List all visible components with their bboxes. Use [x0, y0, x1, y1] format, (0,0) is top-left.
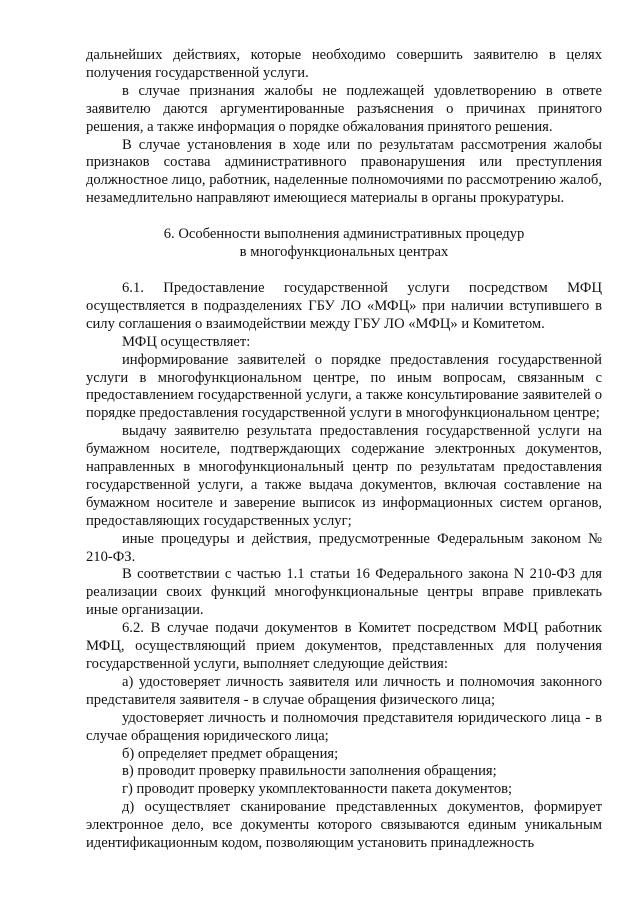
section-5-continuation	[86, 47, 602, 208]
paragraph: в) проводит проверку правильности заполнения обращения;	[122, 763, 497, 780]
spacer	[86, 262, 602, 280]
section-heading-line-1: 6. Особенности выполнения административных процедур	[163, 226, 525, 243]
paragraph: В соответствии с частью 1.1 статьи 16 Федерального закона N 210-ФЗ для реализации своих функций многофункциональные центры вправе привлекать иные организации.	[86, 566, 602, 619]
paragraph: дальнейших действиях, которые необходимо совершить заявителю в целях получения государственной услуги.	[86, 47, 602, 81]
paragraph: г) проводит проверку укомплектованности пакета документов;	[122, 781, 513, 798]
paragraph: д) осуществляет сканирование представленных документов, формирует электронное дело, все документы которого связываются единым уникальным идентификационным кодом, позволяющим установить принадлежность	[86, 799, 602, 852]
paragraph: а) удостоверяет личность заявителя или личность и полномочия законного представителя заявителя - в случае обращения физического лица;	[86, 673, 602, 708]
paragraph: МФЦ осуществляет:	[122, 333, 251, 350]
paragraph: 6.1. Предоставление государственной услуги посредством МФЦ осуществляется в подразделениях ГБУ ЛО «МФЦ» при наличии вступившего в силу соглашения о взаимодействии между ГБУ ЛО «МФЦ» и Комитетом.	[86, 279, 602, 332]
paragraph: б) определяет предмет обращения;	[122, 745, 339, 762]
section-6-body	[86, 280, 602, 853]
paragraph: информирование заявителей о порядке предоставления государственной услуги в многофункциональном центре, по иным вопросам, связанным с предоставлением государственной услуги, а также консультирование заявителей о порядке предоставления государственной услуги в многофункциональном центре;	[86, 351, 602, 422]
paragraph: 6.2. В случае подачи документов в Комитет посредством МФЦ работник МФЦ, осуществляющий прием документов, представленных для получения государственной услуги, выполняет следующие действия:	[86, 620, 602, 672]
spacer	[86, 208, 602, 226]
paragraph: удостоверяет личность и полномочия представителя юридического лица - в случае обращения юридического лица;	[86, 709, 602, 744]
paragraph: в случае признания жалобы не подлежащей удовлетворению в ответе заявителю даются аргументированные разъяснения о причинах принятого решения, а также информация о порядке обжалования принятого решения.	[86, 82, 602, 135]
paragraph: выдачу заявителю результата предоставления государственной услуги на бумажном носителе, подтверждающих содержание электронных документов, направленных в многофункциональный центр по результатам предоставления государственной услуги, а также выдача документов, включая составление на бумажном носителе и заверение выписок из информационных систем органов, предоставляющих государственных услуг;	[86, 423, 602, 529]
document-body	[86, 47, 602, 853]
section-heading-line-2: в многофункциональных центрах	[239, 244, 449, 261]
paragraph: В случае установления в ходе или по результатам рассмотрения жалобы признаков состава административного правонарушения или преступления должностное лицо, работник, наделенные полномочиями по рассмотрению жалоб, незамедлительно направляют имеющиеся материалы в органы прокуратуры.	[86, 136, 602, 207]
section-heading	[86, 226, 602, 262]
paragraph: иные процедуры и действия, предусмотренные Федеральным законом № 210-ФЗ.	[86, 530, 602, 565]
